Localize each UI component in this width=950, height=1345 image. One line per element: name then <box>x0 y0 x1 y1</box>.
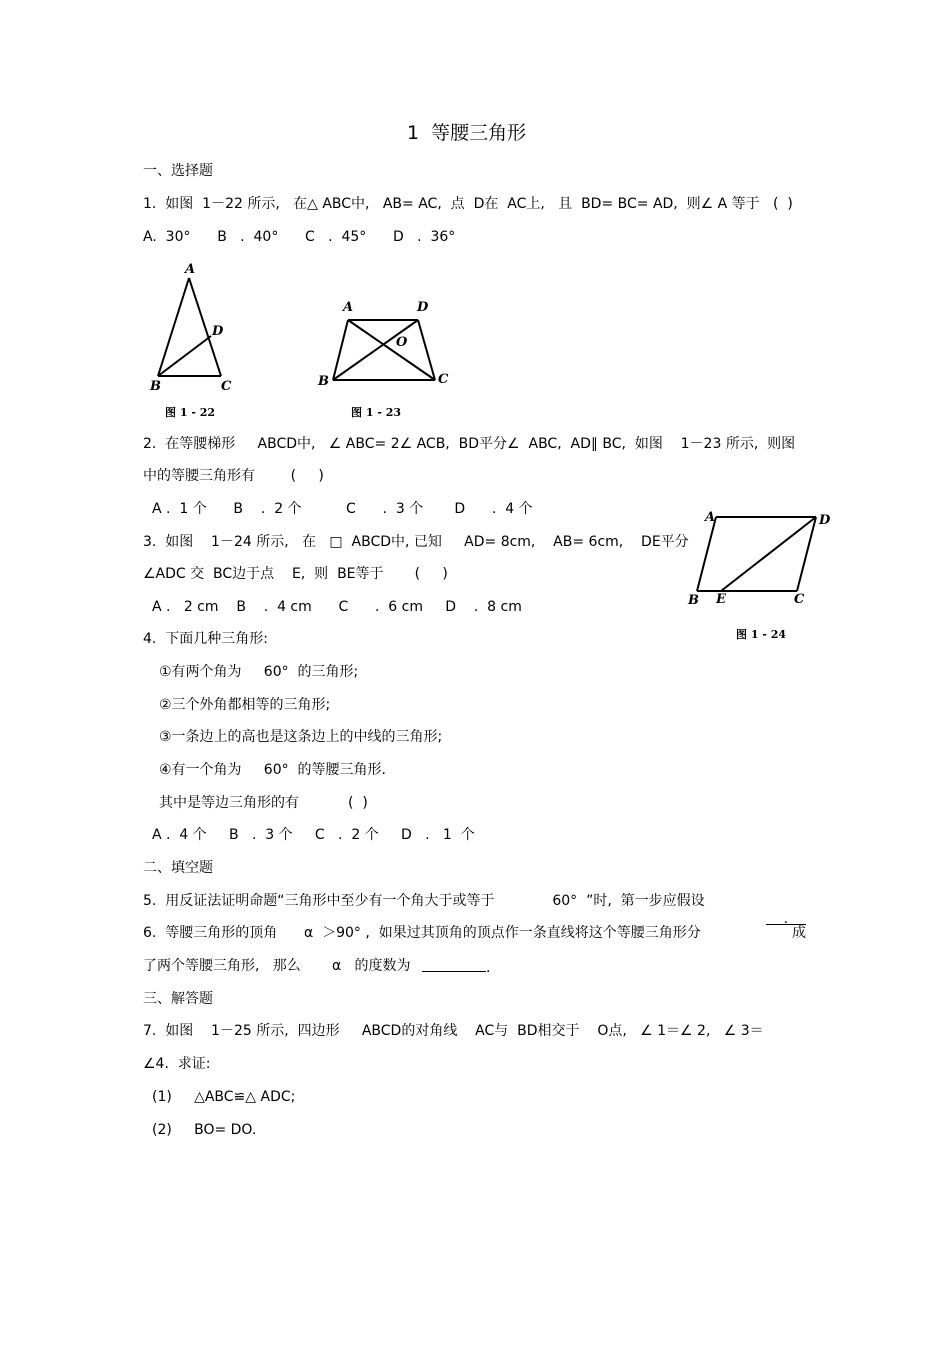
label-c: C <box>221 379 232 394</box>
question-1-text: 1. 如图 1－22 所示, 在△ ABC中, AB= AC, 点 D在 AC上, 且 BD= BC= AD, 则∠ A 等于 ( ) <box>143 196 793 212</box>
question-6-line-2: 了两个等腰三角形, 那么 α 的度数为 <box>143 958 411 974</box>
segment-bd <box>158 336 211 376</box>
label-b: B <box>688 593 699 608</box>
question-4-stem: 4. 下面几种三角形: <box>143 631 268 647</box>
question-1-options: A. 30° B . 40° C . 45° D . 36° <box>143 229 456 245</box>
label-a: A <box>185 262 196 277</box>
label-b: B <box>318 374 329 389</box>
question-2-line-2: 中的等腰三角形有 ( ) <box>143 468 324 484</box>
label-c: C <box>438 372 449 387</box>
label-e: E <box>716 592 726 607</box>
label-d: D <box>212 324 224 339</box>
question-6-answer-blank <box>422 957 490 977</box>
diagonal-ac <box>348 320 435 380</box>
blank-line <box>422 957 486 972</box>
question-4-item-3: ③一条边上的高也是这条边上的中线的三角形; <box>159 729 443 745</box>
label-o: O <box>396 335 408 350</box>
question-3-options: A . 2 cm B . 4 cm C . 6 cm D . 8 cm <box>152 599 522 615</box>
segment-de <box>721 517 816 591</box>
question-4-item-1: ①有两个角为 60° 的三角形; <box>159 664 359 680</box>
label-a: A <box>705 510 716 525</box>
question-4-item-4: ④有一个角为 60° 的等腰三角形. <box>159 762 386 778</box>
figure-caption: 图 1 - 23 <box>351 406 402 419</box>
question-7-line-1: 7. 如图 1－25 所示, 四边形 ABCD的对角线 AC与 BD相交于 O点, ∠ 1＝∠ 2, ∠ 3＝ <box>143 1023 764 1039</box>
question-6-line-1-end: 成 <box>792 925 806 941</box>
question-2-options: A . 1 个 B . 2 个 C . 3 个 D . 4 个 <box>152 501 533 517</box>
question-3-line-2: ∠ADC 交 BC边于点 E, 则 BE等于 ( ) <box>143 566 448 582</box>
figure-1-24 <box>683 505 843 645</box>
label-a: A <box>343 300 354 315</box>
question-6-line-1: 6. 等腰三角形的顶角 α ＞90° , 如果过其顶角的顶点作一条直线将这个等腰三角形分 <box>143 925 701 941</box>
question-2-line-1: 2. 在等腰梯形 ABCD中, ∠ ABC= 2∠ ACB, BD平分∠ ABC, AD∥ BC, 如图 1－23 所示, 则图 <box>143 436 796 452</box>
section-answer-heading: 三、解答题 <box>143 991 213 1007</box>
section-choice-heading: 一、选择题 <box>143 163 213 179</box>
question-5-answer-blank <box>757 892 806 928</box>
question-7-part-2: (2) BO= DO. <box>152 1122 257 1138</box>
figure-1-22 <box>145 258 245 423</box>
question-7-part-1: (1) △ABC≌△ ADC; <box>152 1089 296 1105</box>
question-4-item-2: ②三个外角都相等的三角形; <box>159 697 331 713</box>
blank-tail: . <box>486 960 491 976</box>
question-4-options: A . 4 个 B . 3 个 C . 2 个 D . 1 个 <box>152 827 475 843</box>
page-title: 1 等腰三角形 <box>407 122 527 144</box>
question-7-line-2: ∠4. 求证: <box>143 1056 211 1072</box>
blank-line: . <box>766 910 806 925</box>
question-3-line-1: 3. 如图 1－24 所示, 在 □ ABCD中, 已知 AD= 8cm, AB= 6cm, DE平分 <box>143 534 689 550</box>
figure-caption: 图 1 - 24 <box>736 628 787 641</box>
side-ab <box>697 517 716 591</box>
label-c: C <box>794 592 805 607</box>
question-4-ask: 其中是等边三角形的有 ( ) <box>159 795 368 811</box>
side-dc <box>797 517 816 591</box>
side-ab <box>158 278 189 376</box>
label-b: B <box>150 379 161 394</box>
figure-caption: 图 1 - 22 <box>165 406 216 419</box>
label-d: D <box>819 513 831 528</box>
figure-1-23 <box>313 295 463 425</box>
question-5-text: 5. 用反证法证明命题“三角形中至少有一个角大于或等于 60° ”时, 第一步应假设 <box>143 893 705 909</box>
section-fill-heading: 二、填空题 <box>143 860 213 876</box>
label-d: D <box>417 300 429 315</box>
